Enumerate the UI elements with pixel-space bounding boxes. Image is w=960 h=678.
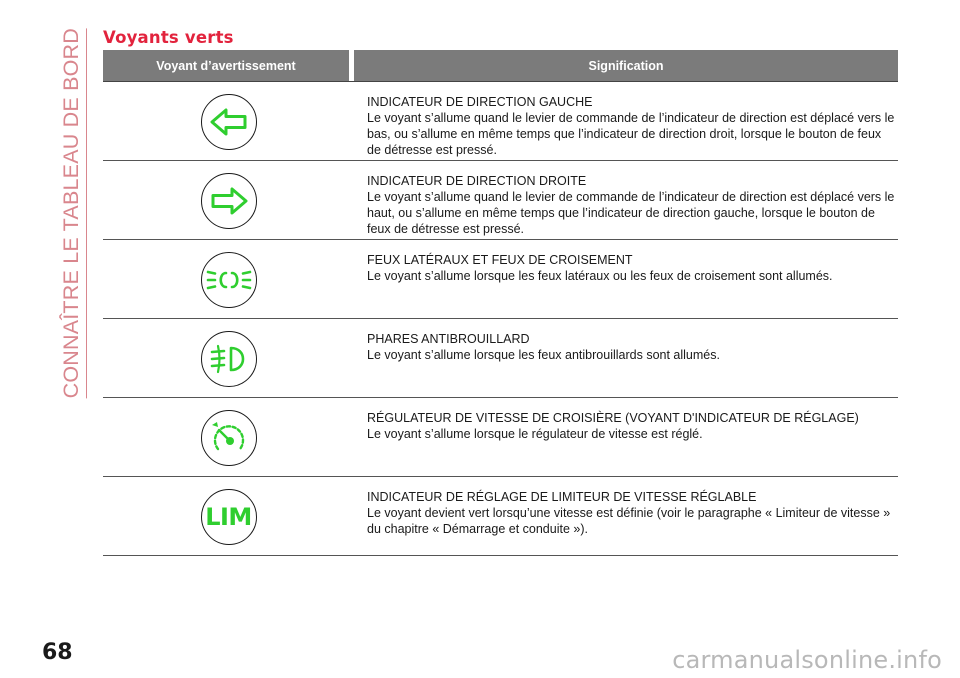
front-fog-lights-icon [201, 331, 257, 387]
meaning-cell [354, 477, 898, 555]
meaning-cell [354, 240, 898, 318]
row-description: Le voyant s’allume quand le levier de commande de l’indicateur de direction est déplacé vers le haut, ou s’allume en même temps que l’indicateur de direction gauche, lorsque le bouton de feux de détresse est pressé. [367, 190, 895, 236]
table-row [103, 161, 898, 240]
icon-cell [103, 477, 354, 555]
table-row [103, 398, 898, 477]
icon-cell [103, 319, 354, 397]
row-heading: INDICATEUR DE DIRECTION GAUCHE [367, 95, 593, 109]
table-row [103, 82, 898, 161]
row-description: Le voyant s’allume lorsque les feux latéraux ou les feux de croisement sont allumés. [367, 269, 833, 283]
left-arrow-icon [201, 94, 257, 150]
meaning-cell [354, 82, 898, 160]
meaning-cell [354, 398, 898, 476]
row-description: Le voyant devient vert lorsqu’une vitesse est définie (voir le paragraphe « Limiteur de vitesse » du chapitre « Démarrage et conduite »). [367, 506, 891, 536]
meaning-cell [354, 161, 898, 239]
meaning-cell [354, 319, 898, 397]
row-description: Le voyant s’allume lorsque les feux antibrouillards sont allumés. [367, 348, 720, 362]
icon-cell [103, 240, 354, 318]
section-title: Voyants verts [103, 28, 234, 47]
side-section-title-text: CONNAÎTRE LE TABLEAU DE BORD [59, 28, 87, 398]
row-description: Le voyant s’allume lorsque le régulateur de vitesse est réglé. [367, 427, 703, 441]
row-heading: INDICATEUR DE RÉGLAGE DE LIMITEUR DE VITESSE RÉGLABLE [367, 490, 757, 504]
page-number: 68 [42, 640, 73, 665]
icon-cell [103, 398, 354, 476]
row-heading: PHARES ANTIBROUILLARD [367, 332, 530, 346]
table-row [103, 477, 898, 556]
row-description: Le voyant s’allume quand le levier de commande de l’indicateur de direction est déplacé vers le bas, ou s’allume en même temps que l’indicateur de direction droit, lorsque le bouton de feux de détresse est pressé. [367, 111, 895, 157]
icon-cell [103, 161, 354, 239]
warning-lights-table [103, 50, 898, 556]
lim-icon-text: LIM [205, 503, 252, 531]
table-header [103, 50, 898, 82]
right-arrow-icon [201, 173, 257, 229]
icon-cell [103, 82, 354, 160]
table-row [103, 319, 898, 398]
row-heading: RÉGULATEUR DE VITESSE DE CROISIÈRE (VOYANT D'INDICATEUR DE RÉGLAGE) [367, 411, 859, 425]
header-warning-light: Voyant d’avertissement [103, 50, 349, 81]
lim-icon [201, 489, 257, 545]
cruise-control-icon [201, 410, 257, 466]
table-row [103, 240, 898, 319]
side-section-title [56, 28, 90, 398]
header-meaning: Signification [354, 50, 898, 81]
watermark: carmanualsonline.info [672, 646, 942, 674]
row-heading: FEUX LATÉRAUX ET FEUX DE CROISEMENT [367, 253, 633, 267]
side-lights-low-beam-icon [201, 252, 257, 308]
row-heading: INDICATEUR DE DIRECTION DROITE [367, 174, 587, 188]
